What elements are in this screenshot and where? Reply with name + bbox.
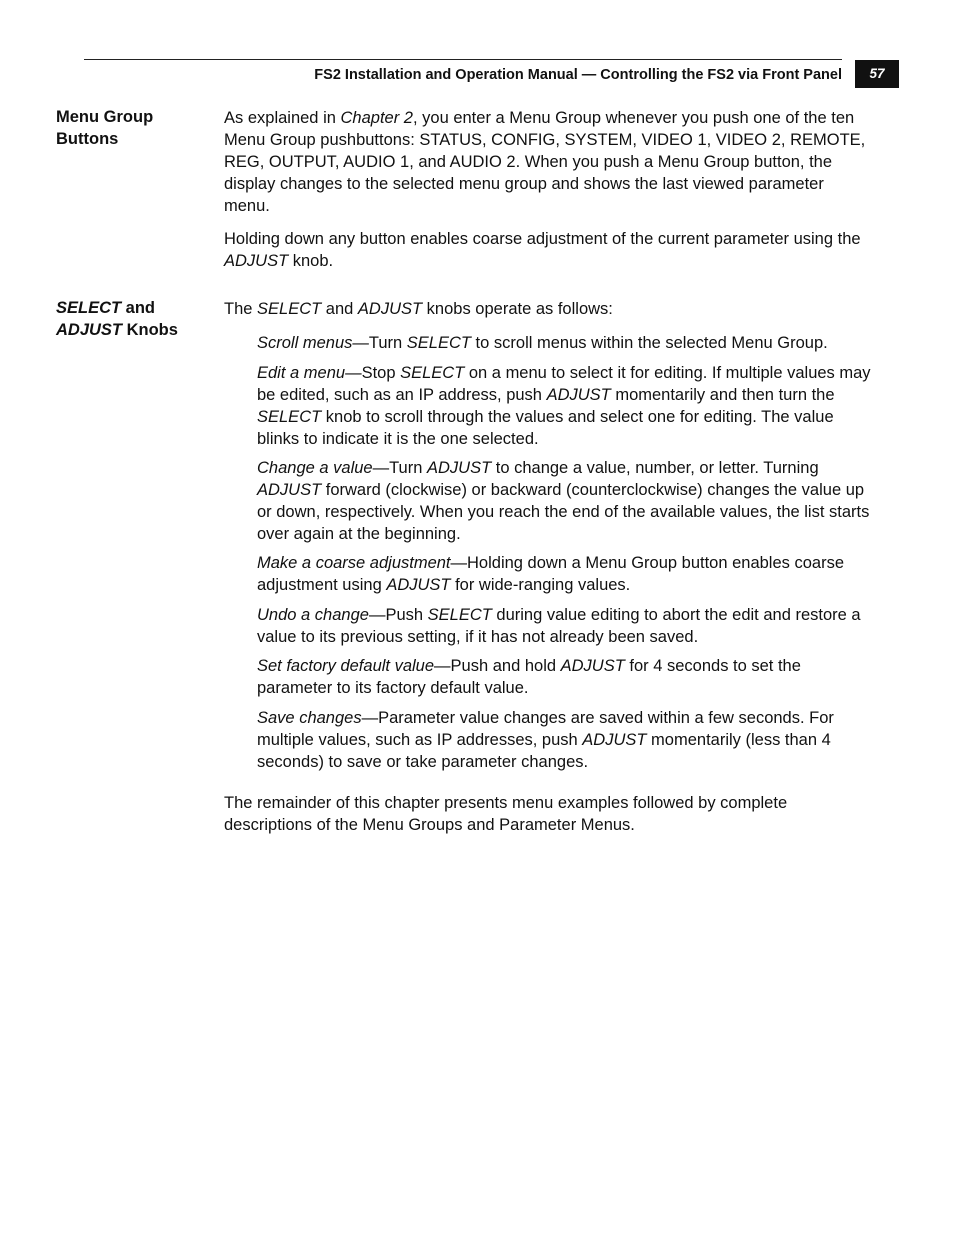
list-item bbox=[257, 457, 872, 545]
text: knob. bbox=[288, 252, 334, 270]
item-term: Edit a menu bbox=[257, 364, 346, 382]
list-item bbox=[257, 552, 872, 596]
text: for wide-ranging values. bbox=[450, 576, 631, 594]
knob-name: SELECT bbox=[400, 364, 465, 382]
header-rule bbox=[84, 59, 842, 60]
text: —Push bbox=[368, 606, 428, 624]
text: As explained in bbox=[224, 109, 341, 127]
section-heading-knobs bbox=[56, 298, 216, 341]
paragraph bbox=[224, 228, 872, 272]
knob-name: SELECT bbox=[427, 606, 492, 624]
heading-line: Menu Group bbox=[56, 108, 154, 126]
text: and bbox=[321, 300, 358, 318]
knob-name: ADJUST bbox=[357, 300, 423, 318]
knob-name: ADJUST bbox=[560, 657, 625, 675]
text: Knobs bbox=[122, 320, 178, 339]
list-item bbox=[257, 362, 872, 450]
text: knob to scroll through the values and select one for editing. The value blinks to indicate it is the one selected. bbox=[257, 408, 834, 448]
knob-name: ADJUST bbox=[224, 252, 289, 270]
item-term: Scroll menus bbox=[257, 334, 353, 352]
knob-name: SELECT bbox=[56, 299, 122, 317]
item-term: Change a value bbox=[257, 459, 373, 477]
text: and bbox=[121, 299, 156, 317]
list-item bbox=[257, 655, 872, 699]
paragraph bbox=[224, 107, 872, 217]
text: momentarily and then turn the bbox=[610, 386, 835, 404]
text: —Turn bbox=[372, 459, 427, 477]
paragraph: The remainder of this chapter presents menu examples followed by complete descriptions of the Menu Groups and Parameter Menus. bbox=[224, 794, 788, 834]
knob-name: SELECT bbox=[257, 408, 322, 426]
text: momentarily (less than 4 seconds) to save or take parameter changes. bbox=[257, 731, 831, 771]
knob-name: ADJUST bbox=[56, 320, 123, 339]
text: —Turn bbox=[352, 334, 407, 352]
item-term: Set factory default value bbox=[257, 657, 435, 675]
text: The bbox=[224, 300, 258, 318]
item-term: Save changes bbox=[257, 709, 362, 727]
text: to change a value, number, or letter. Turning bbox=[491, 459, 819, 477]
text: during value editing to abort the edit and restore a value to its previous setting, if it has not already been saved. bbox=[257, 606, 861, 646]
text: —Stop bbox=[345, 364, 401, 382]
text: for 4 seconds to set the parameter to its factory default value. bbox=[257, 657, 801, 697]
text: —Parameter value changes are saved within a few seconds. For multiple values, such as IP addresses, push bbox=[257, 709, 834, 749]
text: knobs operate as follows: bbox=[422, 300, 613, 318]
text: to scroll menus within the selected Menu Group. bbox=[470, 334, 828, 352]
list-item bbox=[257, 604, 872, 648]
knob-name: ADJUST bbox=[257, 481, 322, 499]
knob-name: ADJUST bbox=[427, 459, 492, 477]
item-term: Make a coarse adjustment bbox=[257, 554, 451, 572]
text: —Holding down a Menu Group button enables coarse adjustment using bbox=[257, 554, 845, 594]
text: forward (clockwise) or backward (counterclockwise) changes the value up or down, respectively. When you reach the end of the available values, the list starts over again at the beginning. bbox=[257, 481, 870, 543]
heading-line: Buttons bbox=[56, 129, 119, 148]
text: Holding down any button enables coarse adjustment of the current parameter using the bbox=[224, 230, 861, 248]
knob-name: ADJUST bbox=[582, 731, 647, 749]
paragraph bbox=[224, 298, 872, 320]
list-item bbox=[257, 707, 872, 773]
list-item bbox=[257, 332, 872, 354]
chapter-reference: Chapter 2 bbox=[340, 109, 413, 127]
text: —Push and hold bbox=[434, 657, 561, 675]
knob-name: SELECT bbox=[406, 334, 471, 352]
running-header: FS2 Installation and Operation Manual — Controlling the FS2 via Front Panel bbox=[314, 67, 842, 83]
text: , you enter a Menu Group whenever you push one of the ten Menu Group pushbuttons: STATUS, CONFIG, SYSTEM, VIDEO 1, VIDEO 2, REMOTE, REG, OUTPUT, AUDIO 1, and AUDIO 2. When you push a Menu Group button, the display changes to the selected menu group and shows the last viewed parameter menu. bbox=[224, 109, 866, 215]
knob-name: ADJUST bbox=[386, 576, 451, 594]
knob-name: ADJUST bbox=[546, 386, 611, 404]
knob-name: SELECT bbox=[257, 300, 322, 318]
page-number: 57 bbox=[855, 60, 899, 88]
item-term: Undo a change bbox=[257, 606, 369, 624]
text: on a menu to select it for editing. If multiple values may be edited, such as an IP address, push bbox=[257, 364, 871, 404]
section-heading-menu-group-buttons bbox=[56, 107, 216, 150]
